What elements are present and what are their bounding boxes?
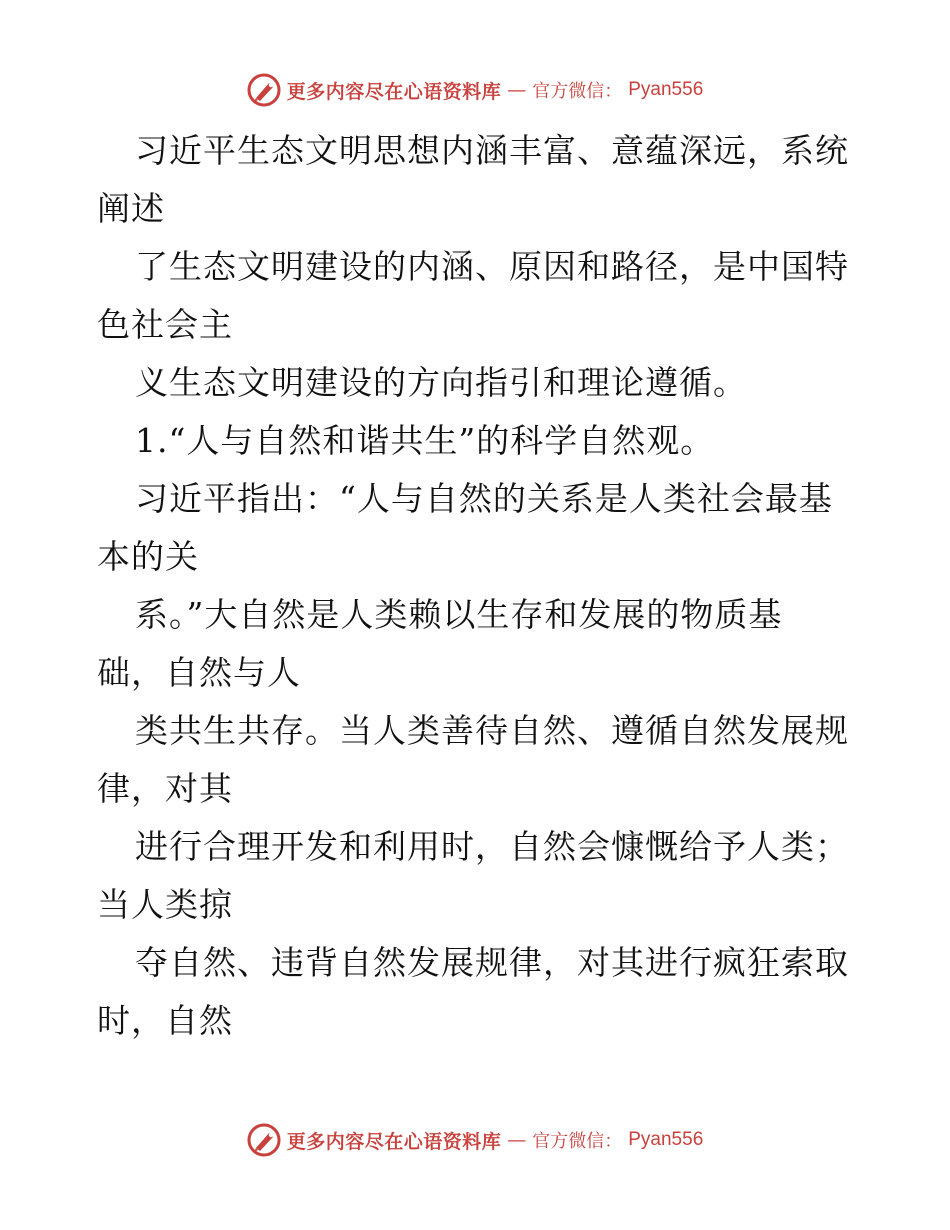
text-line: 时，自然 xyxy=(97,1001,233,1040)
text-line: 律，对其 xyxy=(97,769,233,808)
text-line: 了生态文明建设的内涵、原因和路径，是中国特 xyxy=(135,247,849,286)
text-line: 1.“人与自然和谐共生”的科学自然观。 xyxy=(135,421,715,460)
text-line: 夺自然、违背自然发展规律，对其进行疯狂索取 xyxy=(135,943,849,982)
header-wechat-label: 官方微信： xyxy=(532,81,623,102)
text-line: 习近平指出：“人与自然的关系是人类社会最基 xyxy=(135,479,833,518)
text-line: 进行合理开发和利用时，自然会慷慨给予人类； xyxy=(135,827,849,866)
header-banner xyxy=(0,70,950,110)
footer-banner-inner xyxy=(247,1123,704,1157)
text-line: 础，自然与人 xyxy=(97,653,301,692)
footer-wechat-label: 官方微信： xyxy=(532,1131,623,1152)
text-line: 义生态文明建设的方向指引和理论遵循。 xyxy=(135,363,747,402)
header-banner-text: 更多内容尽在心语资料库 xyxy=(286,80,502,103)
text-line: 阐述 xyxy=(97,189,165,228)
text-line: 本的关 xyxy=(97,537,199,576)
text-line: 当人类掠 xyxy=(97,885,233,924)
header-banner-inner xyxy=(247,73,704,107)
header-wechat-id: Pyan556 xyxy=(628,79,704,100)
document-body xyxy=(97,122,867,1050)
footer-wechat-id: Pyan556 xyxy=(628,1129,704,1150)
text-line: 系。”大自然是人类赖以生存和发展的物质基 xyxy=(135,595,783,634)
header-banner-separator: — xyxy=(507,79,527,101)
text-line: 类共生共存。当人类善待自然、遵循自然发展规 xyxy=(135,711,849,750)
footer-banner-text: 更多内容尽在心语资料库 xyxy=(286,1130,502,1153)
text-line: 习近平生态文明思想内涵丰富、意蕴深远，系统 xyxy=(135,131,849,170)
footer-banner xyxy=(0,1120,950,1160)
footer-banner-separator: — xyxy=(507,1129,527,1151)
pen-logo-icon xyxy=(247,73,281,107)
pen-logo-icon xyxy=(247,1123,281,1157)
text-line: 色社会主 xyxy=(97,305,233,344)
